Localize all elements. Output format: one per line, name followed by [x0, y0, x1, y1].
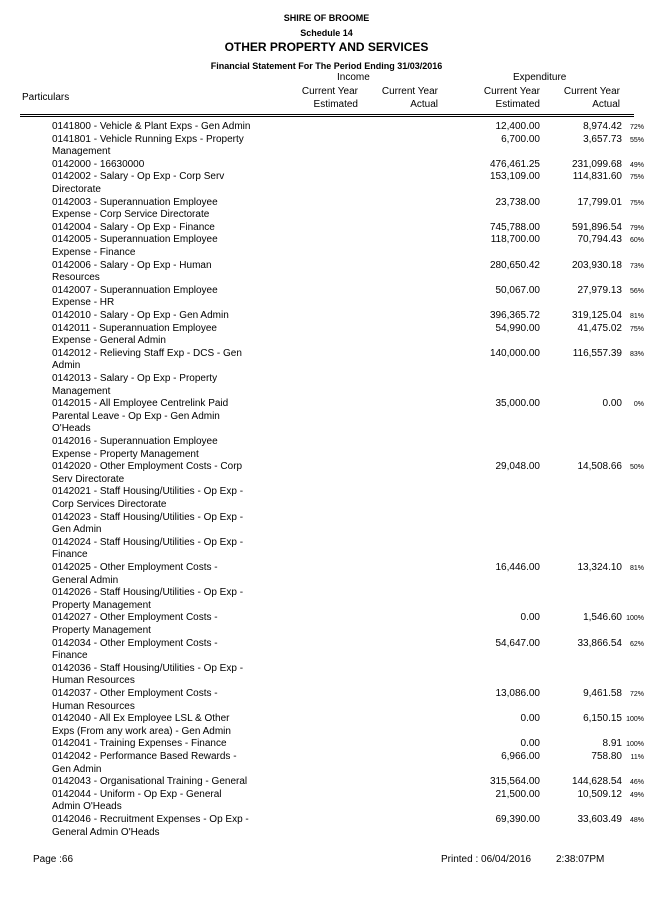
expenditure-estimated-cell: 54,647.00 [495, 637, 540, 649]
particulars-line: 0142000 - 16630000 [52, 158, 145, 170]
particulars-line: 0142012 - Relieving Staff Exp - DCS - Gen [52, 347, 242, 359]
row-particulars [52, 751, 252, 776]
particulars-line: Human Resources [52, 675, 135, 687]
particulars-line: 0142034 - Other Employment Costs - [52, 637, 218, 649]
particulars-line: Serv Directorate [52, 473, 125, 485]
particulars-line: Expense - HR [52, 297, 115, 309]
expenditure-actual-cell: 6,150.15 [583, 713, 622, 725]
particulars-line: 0141800 - Vehicle & Plant Exps - Gen Admin [52, 121, 251, 132]
particulars-line: 0142002 - Salary - Op Exp - Corp Serv [52, 171, 225, 183]
expenditure-actual-cell: 3,657.73 [583, 133, 622, 145]
header-divider [20, 114, 634, 115]
expenditure-actual-cell: 70,794.43 [577, 234, 622, 246]
report-title: OTHER PROPERTY AND SERVICES [224, 40, 429, 54]
particulars-line: Gen Admin [52, 763, 102, 775]
row-particulars [52, 537, 252, 562]
expenditure-actual-cell: 33,603.49 [577, 814, 622, 825]
particulars-line: General Admin O'Heads [52, 826, 160, 838]
expenditure-actual-cell: 17,799.01 [577, 196, 622, 208]
particulars-line: Finance [52, 549, 88, 561]
row-particulars [52, 310, 252, 323]
row-particulars [52, 688, 252, 713]
particulars-line: Resources [52, 272, 100, 284]
percent-cell: 79% [629, 224, 644, 232]
particulars-line: Expense - Corp Service Directorate [52, 209, 210, 221]
row-particulars [52, 348, 252, 373]
particulars-line: Management [52, 385, 111, 397]
row-particulars [52, 814, 252, 839]
particulars-line: Expense - General Admin [52, 335, 166, 347]
expenditure-actual-cell: 9,461.58 [583, 688, 622, 699]
particulars-line: Property Management [52, 624, 151, 636]
expenditure-estimated-cell: 23,738.00 [495, 196, 540, 208]
percent-cell: 55% [629, 136, 644, 144]
expenditure-estimated-cell: 153,109.00 [489, 171, 540, 183]
expenditure-actual-cell: 203,930.18 [571, 259, 622, 271]
row-particulars [52, 222, 252, 235]
particulars-line: 0142036 - Staff Housing/Utilities - Op Exp - [52, 662, 244, 674]
percent-cell: 81% [629, 565, 644, 572]
expenditure-estimated-cell: 6,966.00 [501, 751, 540, 762]
row-particulars [52, 260, 252, 285]
particulars-line: Gen Admin [52, 524, 102, 536]
expenditure-estimated-cell: 280,650.42 [489, 259, 540, 271]
row-particulars [52, 461, 252, 486]
particulars-line: Corp Services Directorate [52, 498, 167, 510]
expenditure-actual-cell: 13,324.10 [577, 562, 622, 573]
row-particulars [52, 776, 252, 789]
percent-cell: 75% [629, 174, 644, 182]
particulars-line: 0142037 - Other Employment Costs - [52, 688, 218, 699]
expenditure-estimated-cell: 0.00 [520, 612, 540, 624]
particulars-line: 0142046 - Recruitment Expenses - Op Exp - [52, 814, 249, 825]
percent-cell: 100% [626, 615, 644, 623]
particulars-line: Finance [52, 650, 88, 662]
expenditure-group-header: Expenditure [513, 72, 567, 83]
expenditure-actual-header: Current Year Actual [563, 86, 620, 110]
row-particulars [52, 121, 252, 134]
printed-date: Printed : 06/04/2016 [441, 854, 532, 865]
particulars-line: 0142010 - Salary - Op Exp - Gen Admin [52, 310, 229, 321]
particulars-line: 0142006 - Salary - Op Exp - Human [52, 259, 212, 271]
percent-cell: 75% [629, 199, 644, 207]
expenditure-estimated-cell: 315,564.00 [489, 776, 540, 788]
percent-cell: 75% [629, 325, 644, 333]
percent-cell: 0% [633, 401, 644, 409]
particulars-line: 0142044 - Uniform - Op Exp - General [52, 788, 222, 800]
particulars-line: Property Management [52, 599, 151, 611]
percent-cell: 73% [629, 262, 644, 270]
header-divider [20, 116, 634, 117]
percent-cell: 83% [629, 350, 644, 358]
particulars-line: Admin O'Heads [52, 801, 122, 813]
particulars-line: 0142013 - Salary - Op Exp - Property [52, 373, 218, 384]
particulars-line: 0142004 - Salary - Op Exp - Finance [52, 221, 215, 233]
expenditure-estimated-cell: 13,086.00 [495, 688, 540, 699]
row-particulars [52, 134, 252, 159]
expenditure-estimated-cell: 16,446.00 [495, 562, 540, 573]
particulars-line: 0142016 - Superannuation Employee [52, 436, 218, 447]
expenditure-estimated-cell: 69,390.00 [495, 814, 540, 825]
percent-cell: 72% [629, 124, 644, 131]
income-actual-header: Current Year Actual [381, 86, 438, 110]
expenditure-actual-cell: 14,508.66 [577, 461, 622, 473]
particulars-line: Management [52, 146, 111, 158]
row-particulars [52, 159, 252, 172]
expenditure-actual-cell: 319,125.04 [571, 310, 622, 321]
particulars-line: 0142023 - Staff Housing/Utilities - Op Exp - [52, 511, 244, 523]
particulars-line: 0142005 - Superannuation Employee [52, 234, 218, 246]
particulars-line: 0142041 - Training Expenses - Finance [52, 738, 227, 750]
income-estimated-header: Current Year Estimated [301, 86, 358, 110]
row-particulars [52, 171, 252, 196]
percent-cell: 48% [629, 817, 644, 824]
particulars-line: 0142043 - Organisational Training - General [52, 776, 248, 788]
expenditure-actual-cell: 27,979.13 [577, 284, 622, 296]
expenditure-actual-cell: 114,831.60 [572, 171, 622, 183]
page-number: Page :66 [33, 854, 74, 865]
particulars-line: 0142015 - All Employee Centrelink Paid [52, 398, 229, 410]
row-particulars [52, 663, 252, 688]
percent-cell: 100% [626, 716, 644, 724]
row-particulars [52, 512, 252, 537]
expenditure-estimated-cell: 0.00 [520, 713, 540, 725]
percent-cell: 81% [629, 313, 644, 320]
expenditure-actual-cell: 41,475.02 [577, 322, 622, 334]
percent-cell: 46% [629, 779, 644, 787]
particulars-line: Expense - Finance [52, 246, 136, 258]
expenditure-estimated-cell: 745,788.00 [489, 221, 540, 233]
particulars-line: 0141801 - Vehicle Running Exps - Property [52, 133, 244, 145]
particulars-header: Particulars [22, 92, 70, 103]
expenditure-actual-cell: 1,546.60 [583, 612, 622, 624]
percent-cell: 62% [629, 640, 644, 648]
expenditure-estimated-cell: 476,461.25 [489, 158, 540, 170]
row-particulars [52, 713, 252, 738]
schedule-label: Schedule 14 [300, 28, 353, 38]
row-particulars [52, 398, 252, 436]
particulars-line: Human Resources [52, 700, 135, 712]
expenditure-actual-cell: 591,896.54 [571, 221, 622, 233]
percent-cell: 11% [630, 754, 644, 761]
particulars-line: 0142027 - Other Employment Costs - [52, 612, 218, 624]
expenditure-actual-cell: 10,509.12 [577, 788, 622, 800]
expenditure-actual-cell: 0.00 [602, 398, 622, 410]
expenditure-actual-cell: 8.91 [602, 738, 622, 750]
particulars-line: 0142042 - Performance Based Rewards - [52, 751, 237, 762]
percent-cell: 60% [629, 237, 644, 245]
particulars-line: Directorate [52, 183, 101, 195]
row-particulars [52, 436, 252, 461]
percent-cell: 100% [626, 741, 644, 749]
particulars-line: 0142003 - Superannuation Employee [52, 196, 218, 208]
expenditure-actual-cell: 144,628.54 [571, 776, 622, 788]
particulars-line: 0142021 - Staff Housing/Utilities - Op Exp - [52, 486, 244, 498]
particulars-line: Parental Leave - Op Exp - Gen Admin [52, 410, 220, 422]
row-particulars [52, 789, 252, 814]
row-particulars [52, 197, 252, 222]
expenditure-actual-cell: 231,099.68 [571, 158, 622, 170]
expenditure-actual-cell: 33,866.54 [577, 637, 622, 649]
report-subtitle: Financial Statement For The Period Ending 31/03/2016 [210, 61, 443, 71]
expenditure-estimated-cell: 35,000.00 [495, 398, 540, 410]
particulars-line: 0142026 - Staff Housing/Utilities - Op Exp - [52, 587, 244, 599]
row-particulars [52, 562, 252, 587]
printed-time: 2:38:07PM [556, 854, 605, 865]
row-particulars [52, 738, 252, 751]
expenditure-actual-cell: 116,557.39 [572, 347, 622, 359]
particulars-line: 0142011 - Superannuation Employee [52, 322, 217, 334]
row-particulars [52, 638, 252, 663]
expenditure-estimated-cell: 6,700.00 [501, 133, 540, 145]
expenditure-actual-cell: 758.80 [591, 751, 622, 762]
row-particulars [52, 587, 252, 612]
particulars-line: General Admin [52, 574, 119, 586]
percent-cell: 49% [629, 161, 644, 169]
expenditure-estimated-cell: 21,500.00 [495, 788, 540, 800]
row-particulars [52, 323, 252, 348]
particulars-line: 0142007 - Superannuation Employee [52, 284, 218, 296]
particulars-line: O'Heads [52, 423, 91, 435]
percent-cell: 50% [629, 464, 644, 472]
expenditure-estimated-header: Current Year Estimated [483, 86, 540, 110]
particulars-line: Exps (From any work area) - Gen Admin [52, 725, 231, 737]
particulars-line: 0142025 - Other Employment Costs - [52, 562, 218, 573]
expenditure-estimated-cell: 29,048.00 [495, 461, 540, 473]
particulars-line: 0142024 - Staff Housing/Utilities - Op Exp - [52, 536, 244, 548]
expenditure-estimated-cell: 0.00 [520, 738, 540, 750]
expenditure-estimated-cell: 118,700.00 [490, 234, 540, 246]
particulars-line: Admin [52, 360, 81, 372]
expenditure-estimated-cell: 54,990.00 [495, 322, 540, 334]
percent-cell: 49% [629, 791, 644, 799]
particulars-line: 0142020 - Other Employment Costs - Corp [52, 461, 243, 473]
row-particulars [52, 234, 252, 259]
expenditure-estimated-cell: 396,365.72 [489, 310, 540, 321]
income-group-header: Income [337, 72, 370, 83]
row-particulars [52, 486, 252, 511]
percent-cell: 56% [629, 287, 644, 295]
row-particulars [52, 285, 252, 310]
particulars-line: 0142040 - All Ex Employee LSL & Other [52, 713, 230, 725]
particulars-line: Expense - Property Management [52, 448, 199, 460]
percent-cell: 72% [629, 691, 644, 698]
expenditure-estimated-cell: 12,400.00 [495, 121, 540, 132]
organisation-name: SHIRE OF BROOME [283, 13, 370, 23]
row-particulars [52, 373, 252, 398]
expenditure-estimated-cell: 140,000.00 [489, 347, 540, 359]
expenditure-actual-cell: 8,974.42 [583, 121, 622, 132]
row-particulars [52, 612, 252, 637]
expenditure-estimated-cell: 50,067.00 [495, 284, 540, 296]
